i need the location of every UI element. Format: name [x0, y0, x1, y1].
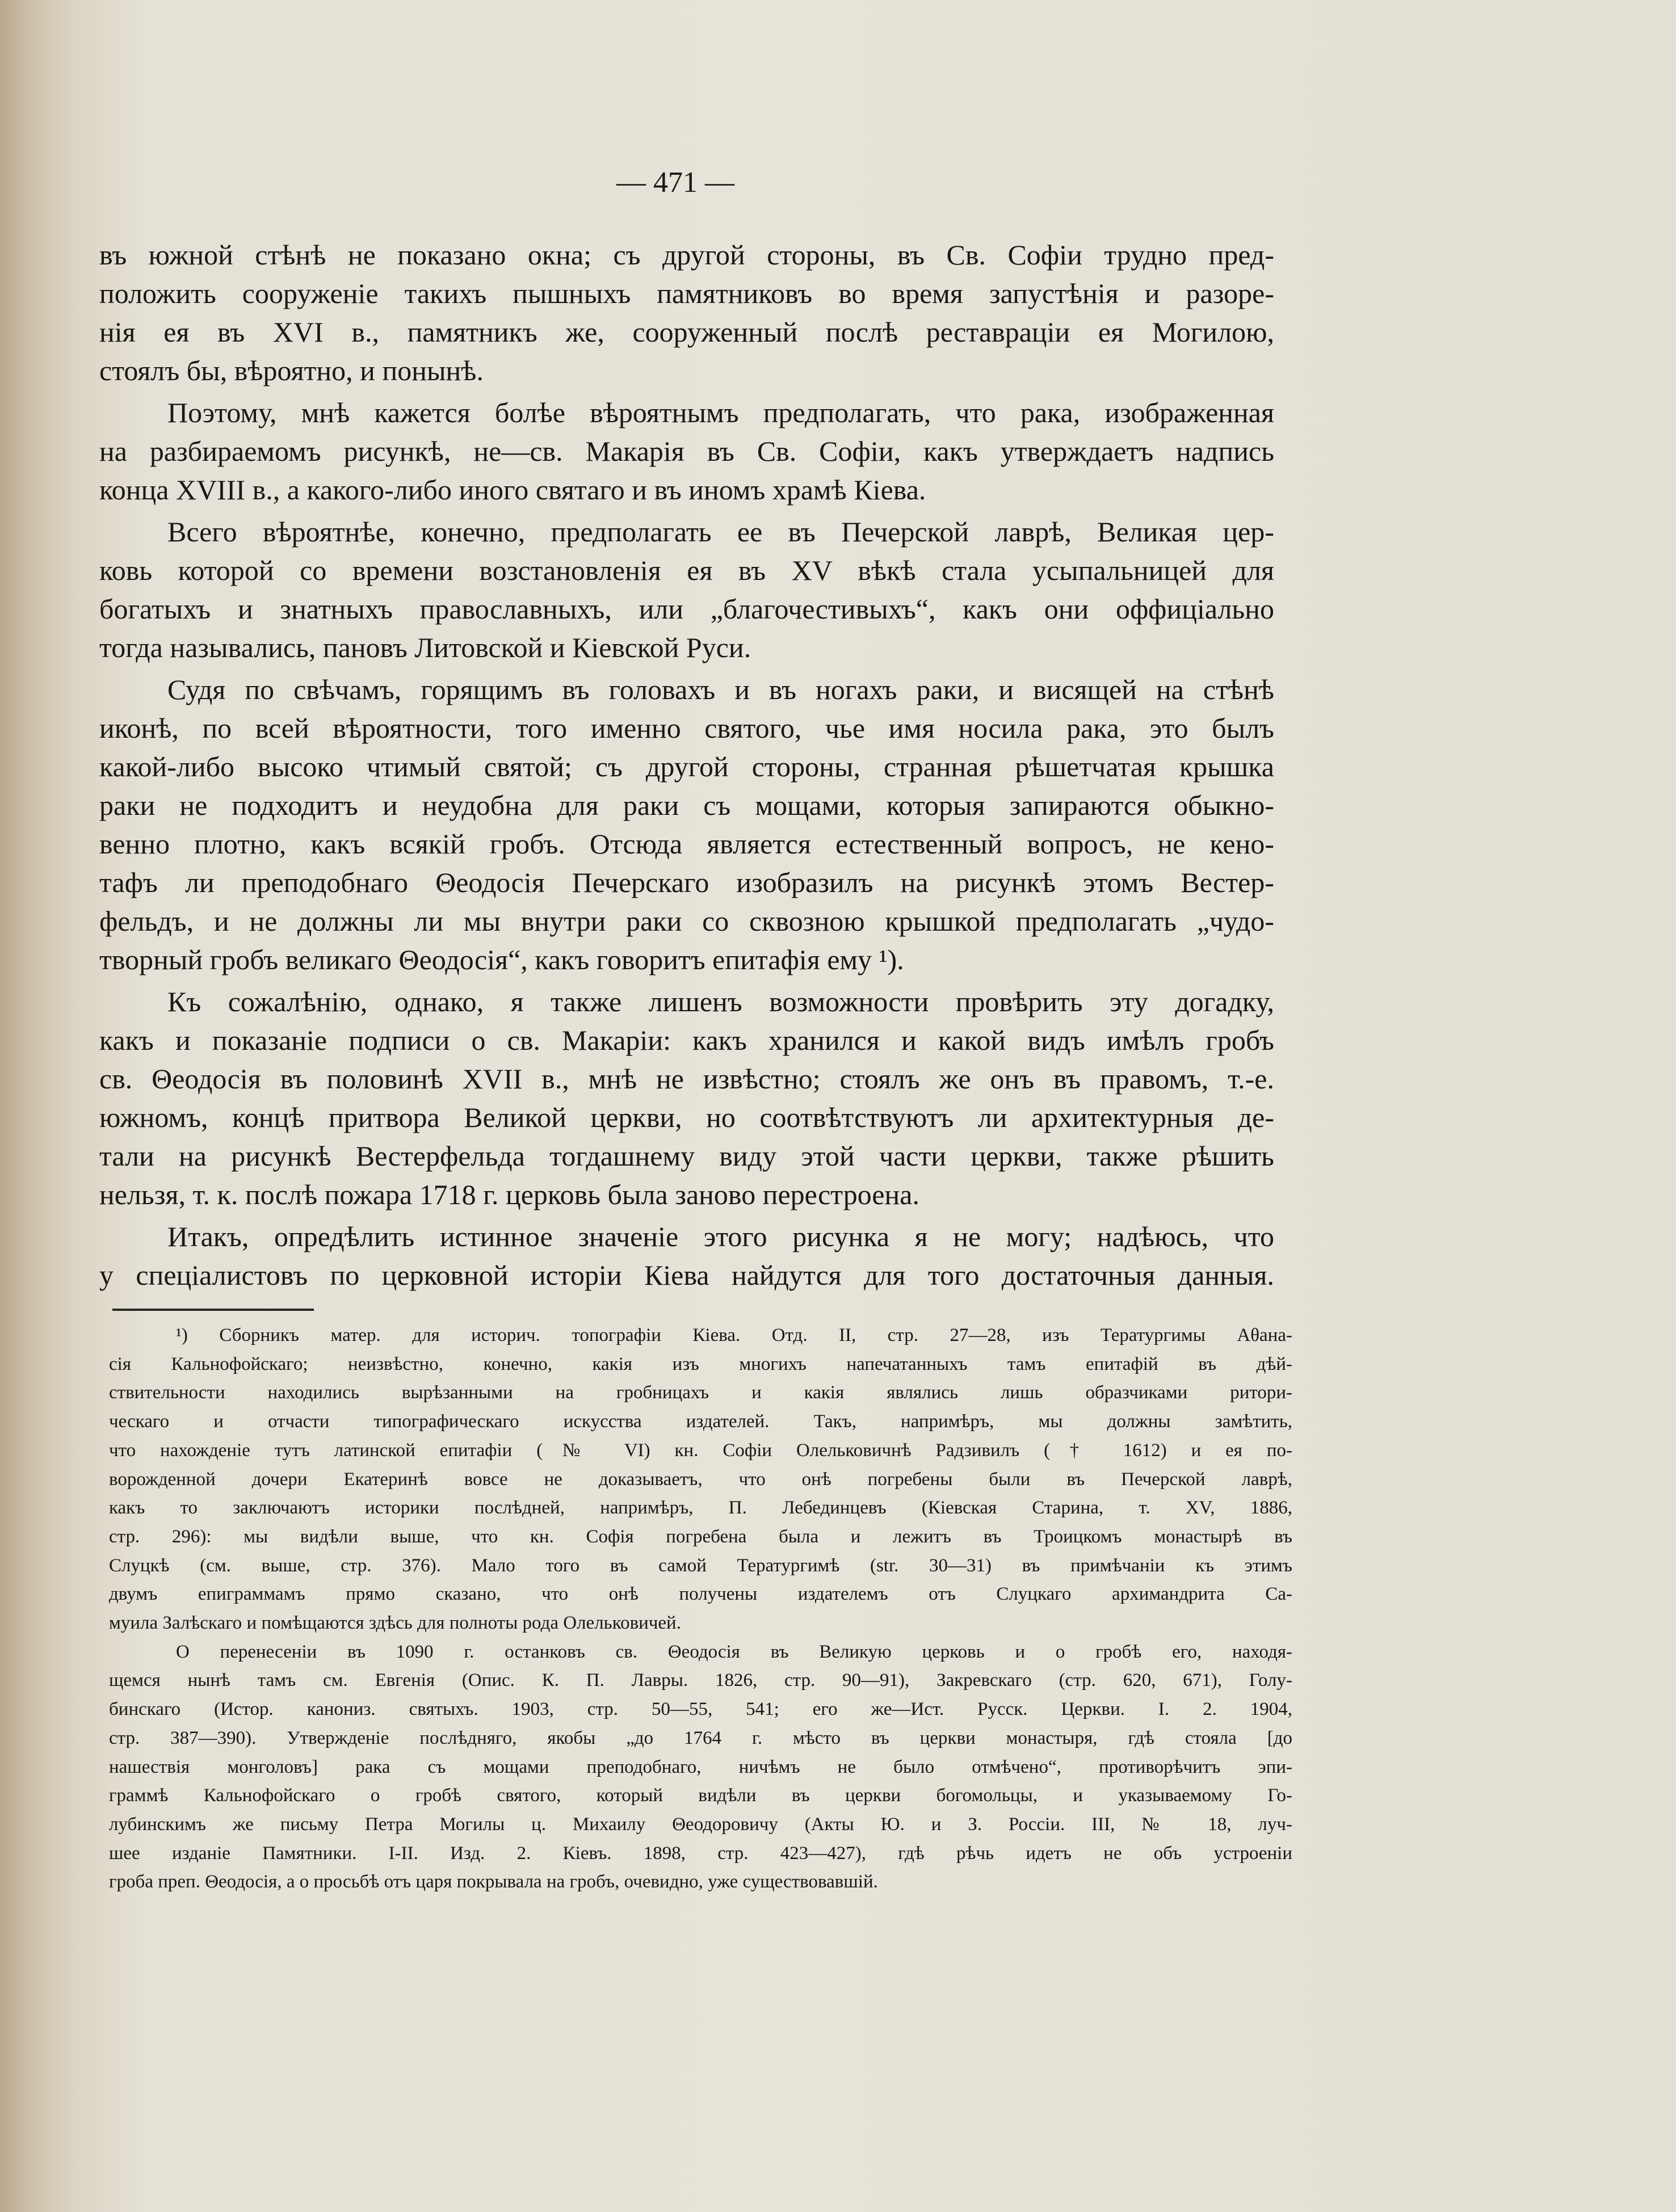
footnote-line: какъ то заключаютъ историки послѣдней, напримѣръ, П. Лебединцевъ (Кіевская Старина, т. XV, 1886, [109, 1498, 1292, 1519]
text-line: какой-либо высоко чтимый святой; съ другой стороны, странная рѣшетчатая крышка [99, 751, 1274, 783]
text-line: южномъ, концѣ притвора Великой церкви, но соотвѣтствуютъ ли архитектурныя де- [99, 1101, 1274, 1133]
text-line: творный гробъ великаго Θеодосія“, какъ говоритъ епитафія ему ¹). [99, 944, 904, 975]
footnote-divider [112, 1309, 314, 1311]
text-line: какъ и показаніе подписи о св. Макаріи: какъ хранился и какой видъ имѣлъ гробъ [99, 1024, 1274, 1056]
text-line: св. Θеодосія въ половинѣ XVII в., мнѣ не извѣстно; стоялъ же онъ въ правомъ, т.-е. [99, 1063, 1274, 1095]
text-line: богатыхъ и знатныхъ православныхъ, или „благочестивыхъ“, какъ они оффиціально [99, 593, 1274, 625]
footnote-line: ческаго и отчасти типографическаго искусства издателей. Такъ, напримѣръ, мы должны замѣтить, [109, 1411, 1292, 1432]
footnote-line: стр. 387—390). Утвержденіе послѣдняго, якобы „до 1764 г. мѣсто въ церкви монастыря, гдѣ стояла [до [109, 1727, 1292, 1748]
footnote-line: муила Залѣскаго и помѣщаются здѣсь для полноты рода Олельковичей. [109, 1613, 681, 1633]
footnote-line: нашествія монголовъ] рака съ мощами преподобнаго, ничѣмъ не было отмѣчено“, противорѣчитъ эпи- [109, 1756, 1292, 1777]
footnote-line: О перенесеніи въ 1090 г. останковъ св. Θеодосія въ Великую церковь и о гробѣ его, находя- [176, 1641, 1292, 1662]
text-line: тали на рисункѣ Вестерфельда тогдашнему виду этой части церкви, также рѣшить [99, 1140, 1274, 1172]
footnote-line: двумъ епиграммамъ прямо сказано, что онѣ получены издателемъ отъ Слуцкаго архимандрита Са- [109, 1584, 1292, 1605]
text-line: тафъ ли преподобнаго Θеодосія Печерскаго изобразилъ на рисункѣ этомъ Вестер- [99, 867, 1274, 898]
text-line: на разбираемомъ рисункѣ, не—св. Макарія въ Св. Софіи, какъ утверждаетъ надпись [99, 435, 1274, 467]
footnote-line: шее изданіе Памятники. I-II. Изд. 2. Кіевъ. 1898, стр. 423—427), гдѣ рѣчь идетъ не объ устроеніи [109, 1843, 1292, 1864]
text-line: иконѣ, по всей вѣроятности, того именно святого, чье имя носила рака, это былъ [99, 712, 1274, 744]
page-number: — 471 — [616, 166, 734, 199]
footnote-line: ворожденной дочери Екатеринѣ вовсе не доказываетъ, что онѣ погребены были въ Печерской лаврѣ, [109, 1469, 1292, 1490]
footnote-line: ствительности находились вырѣзанными на гробницахъ и какія являлись лишь образчиками ритори- [109, 1382, 1292, 1403]
footnote-line: стр. 296): мы видѣли выше, что кн. Софія погребена была и лежитъ въ Троицкомъ монастырѣ въ [109, 1526, 1292, 1547]
text-line: нія ея въ XVI в., памятникъ же, сооруженный послѣ реставраціи ея Могилою, [99, 316, 1274, 348]
footnote-line: бинскаго (Истор. канониз. святыхъ. 1903, стр. 50—55, 541; его же—Ист. Русск. Церкви. I. 2. 1904, [109, 1699, 1292, 1720]
footnote-line: сія Кальнофойскаго; неизвѣстно, конечно, какія изъ многихъ напечатанныхъ тамъ епитафій въ дѣй- [109, 1353, 1292, 1374]
text-line: ковь которой со времени возстановленія ея въ XV вѣкѣ стала усыпальницей для [99, 554, 1274, 586]
footnote-line: гроба преп. Θеодосія, а о просьбѣ отъ царя покрывала на гробъ, очевидно, уже существовавшій. [109, 1872, 878, 1893]
text-line: нельзя, т. к. послѣ пожара 1718 г. церковь была заново перестроена. [99, 1179, 919, 1210]
footnote-line: что нахожденіе тутъ латинской епитафіи (№ VI) кн. Софіи Олельковичнѣ Радзивилъ († 1612) и ея по- [109, 1440, 1292, 1461]
text-line: конца XVIII в., а какого-либо иного святаго и въ иномъ храмѣ Кіева. [99, 474, 926, 506]
text-line: Всего вѣроятнѣе, конечно, предполагать ее въ Печерской лаврѣ, Великая цер- [167, 516, 1274, 548]
text-line: положить сооруженіе такихъ пышныхъ памятниковъ во время запустѣнія и разоре- [99, 277, 1274, 309]
text-line: Итакъ, опредѣлить истинное значеніе этого рисунка я не могу; надѣюсь, что [167, 1221, 1274, 1252]
text-line: стоялъ бы, вѣроятно, и понынѣ. [99, 355, 484, 386]
text-line: тогда назывались, пановъ Литовской и Кіевской Руси. [99, 632, 751, 663]
footnote-line: ¹) Сборникъ матер. для историч. топографіи Кіева. Отд. II, стр. 27—28, изъ Тератургимы Аθана- [176, 1325, 1292, 1345]
footnote-line: лубинскимъ же письму Петра Могилы ц. Михаилу Θеодоровичу (Акты Ю. и З. Россіи. III, № 18, луч- [109, 1814, 1292, 1835]
footnote-line: Слуцкѣ (см. выше, стр. 376). Мало того въ самой Тератургимѣ (str. 30—31) въ примѣчаніи къ этимъ [109, 1555, 1292, 1576]
text-line: раки не подходитъ и неудобна для раки съ мощами, которыя запираются обыкно- [99, 789, 1274, 821]
text-line: Къ сожалѣнію, однако, я также лишенъ возможности провѣрить эту догадку, [167, 986, 1274, 1017]
text-line: венно плотно, какъ всякій гробъ. Отсюда является естественный вопросъ, не кено- [99, 828, 1274, 860]
text-line: у спеціалистовъ по церковной исторіи Кіева найдутся для того достаточныя данныя. [99, 1259, 1274, 1291]
text-line: въ южной стѣнѣ не показано окна; съ другой стороны, въ Св. Софіи трудно пред- [99, 239, 1274, 271]
footnote-line: граммѣ Кальнофойскаго о гробѣ святого, который видѣли въ церкви богомольцы, и указываемому Го- [109, 1785, 1292, 1806]
text-line: Поэтому, мнѣ кажется болѣе вѣроятнымъ предполагать, что рака, изображенная [167, 397, 1274, 428]
text-line: Судя по свѣчамъ, горящимъ въ головахъ и въ ногахъ раки, и висящей на стѣнѣ [167, 674, 1274, 705]
footnote-line: щемся нынѣ тамъ см. Евгенія (Опис. К. П. Лавры. 1826, стр. 90—91), Закревскаго (стр. 620, 671), Голу- [109, 1670, 1292, 1691]
text-line: фельдъ, и не должны ли мы внутри раки со сквозною крышкой предполагать „чудо- [99, 905, 1274, 937]
